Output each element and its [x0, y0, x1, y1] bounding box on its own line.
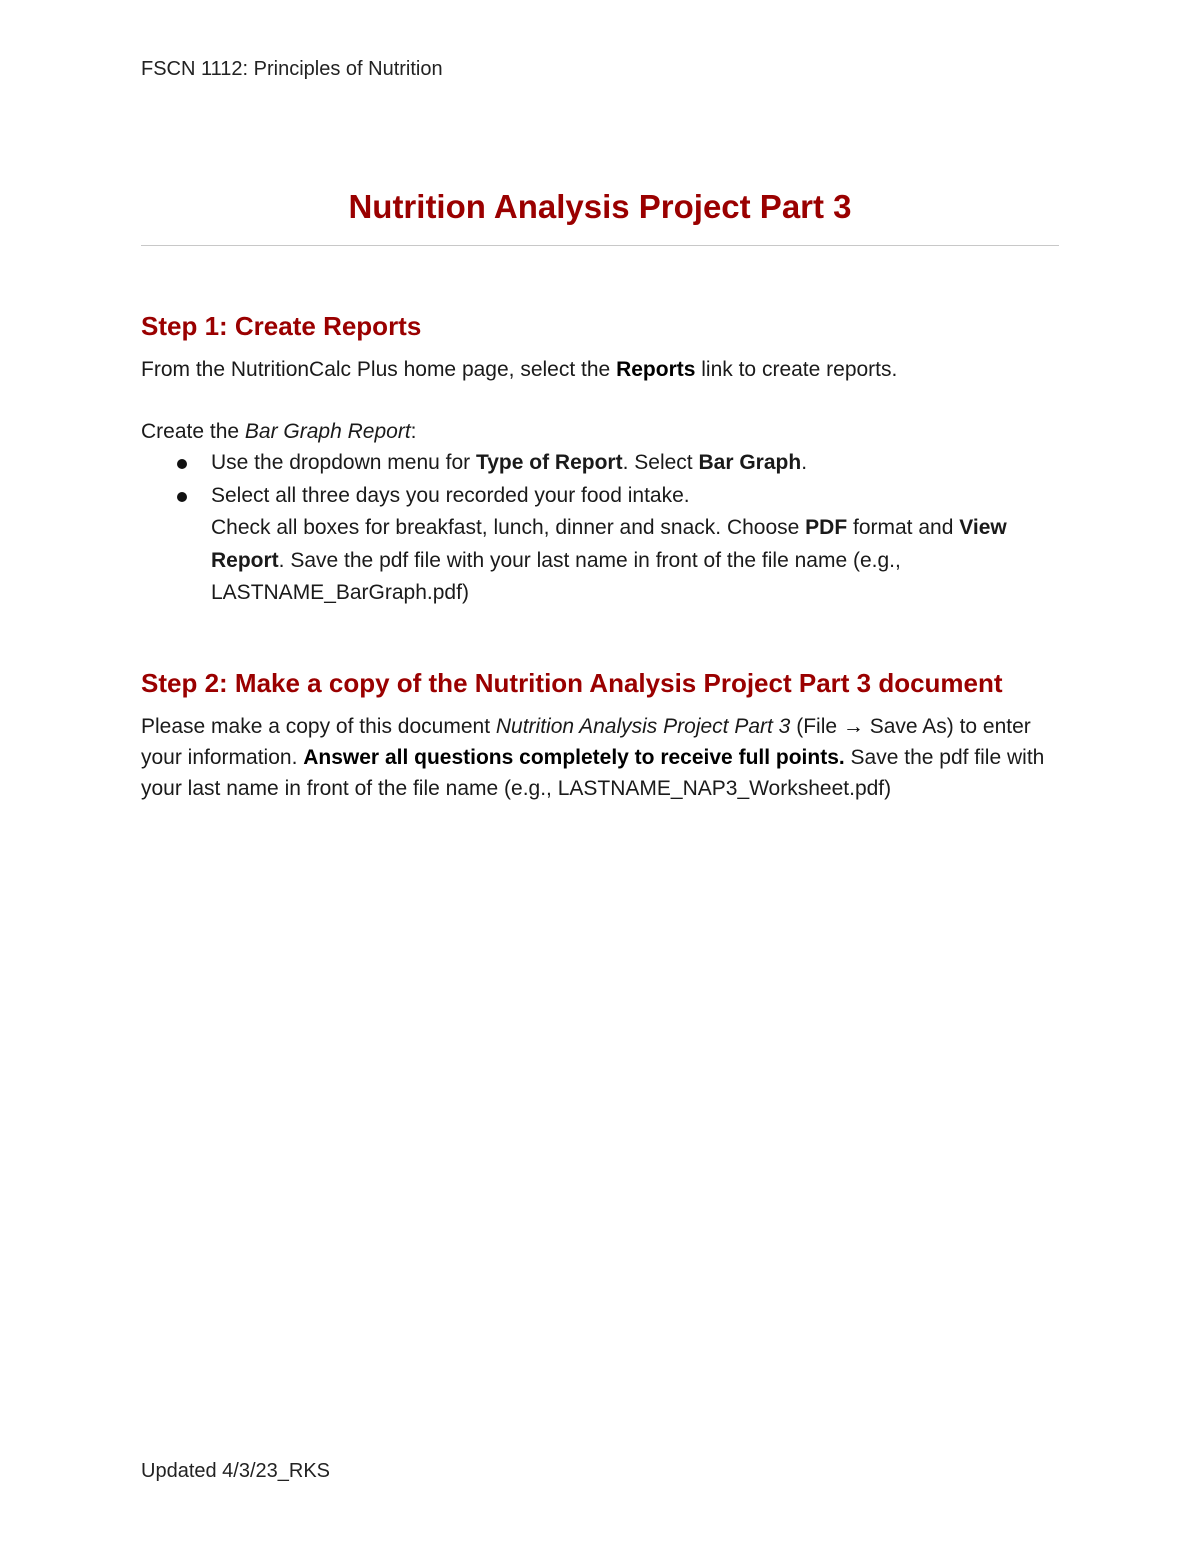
- course-header: FSCN 1112: Principles of Nutrition: [141, 58, 443, 80]
- bullet-dot-icon: [177, 492, 187, 502]
- step1-heading: Step 1: Create Reports: [141, 311, 422, 341]
- document-page: [141, 0, 1059, 1553]
- step2-heading: Step 2: Make a copy of the Nutrition Analysis Project Part 3 document: [141, 668, 1003, 698]
- updated-footer: Updated 4/3/23_RKS: [141, 1460, 331, 1482]
- arrow-right-icon: →: [842, 715, 864, 738]
- bullet-dot-icon: [177, 459, 187, 469]
- reports-link-text: Reports: [616, 358, 696, 381]
- step1-bullet-list: [141, 447, 1059, 610]
- step1-create-line: Create the Bar Graph Report:: [141, 420, 417, 443]
- step2-paragraph: Please make a copy of this document Nutrition Analysis Project Part 3 (File → Save As) to enter your information. Answer all questions completely to receive full points. Save the pdf file with your last name in front of the file name (e.g., LASTNAME_NAP3_Worksheet.pdf): [141, 715, 1045, 800]
- document-title: Nutrition Analysis Project Part 3: [348, 188, 852, 225]
- list-item: Use the dropdown menu for Type of Report. Select Bar Graph.: [141, 447, 1059, 480]
- list-item: Select all three days you recorded your food intake. Check all boxes for breakfast, lunch, dinner and snack. Choose PDF format and View Report. Save the pdf file with your last name in front of the file name (e.g., LASTNAME_BarGraph.pdf): [141, 480, 1059, 610]
- title-divider: [141, 245, 1059, 246]
- step1-intro: From the NutritionCalc Plus home page, select the Reports link to create reports.: [141, 358, 898, 381]
